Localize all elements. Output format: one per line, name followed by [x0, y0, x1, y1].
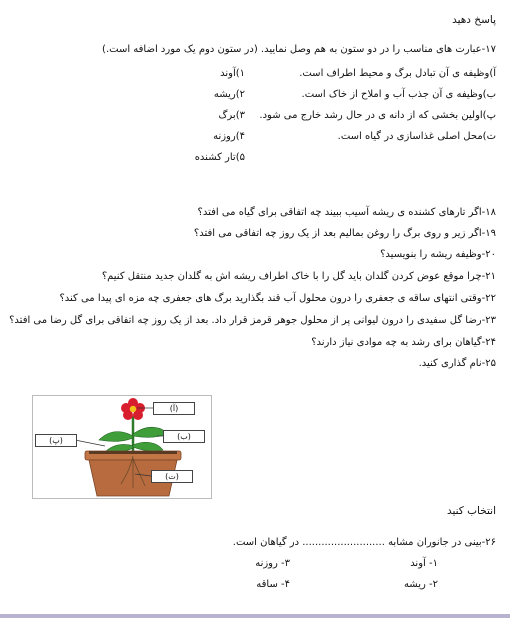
q17-option-2: ۲)ریشه: [213, 89, 245, 100]
q17-item-p: پ)اولین بخشی که از دانه ی در حال رشد خارج می شود.: [259, 110, 496, 121]
label-box-b: (ب): [163, 430, 205, 443]
q17-item-t: ت)محل اصلی غذاسازی در گیاه است.: [337, 131, 496, 142]
question-20: ۲۰-وظیفه ریشه را بنویسید؟: [380, 249, 496, 260]
page-bottom-divider: [0, 614, 510, 618]
question-24: ۲۴-گیاهان برای رشد به چه موادی نیاز دارند؟: [311, 337, 496, 348]
question-21: ۲۱-چرا موقع عوض کردن گلدان باید گل را با خاک اطراف ریشه اش به گلدان جدید منتقل کنیم؟: [101, 271, 496, 282]
q17-prompt: ۱۷-عبارت های مناسب را در دو ستون به هم وصل نمایید. (در ستون دوم یک مورد اضافه است.): [102, 44, 496, 55]
question-23: ۲۳-رضا گل سفیدی را درون لیوانی پر از محلول جوهر قرمز قرار داد. بعد از یک روز چه اتفاقی برای گل رضا می افتد؟: [9, 315, 496, 326]
q17-item-b: ب)وظیفه ی آن جذب آب و املاح از خاک است.: [301, 89, 496, 100]
q26-option-4: ۴- ساقه: [256, 579, 290, 590]
q17-option-1: ۱)آوند: [220, 68, 245, 79]
question-19: ۱۹-اگر زیر و روی برگ را روغن بمالیم بعد از یک روز چه اتفاقی می افتد؟: [193, 228, 496, 239]
q17-option-5: ۵)تار کشنده: [194, 152, 245, 163]
label-box-t: (ت): [151, 470, 193, 483]
question-18: ۱۸-اگر تارهای کشنده ی ریشه آسیب ببیند چه اتفاقی برای گیاه می افتد؟: [197, 207, 496, 218]
q17-item-a: آ)وظیفه ی آن تبادل برگ و محیط اطراف است.: [299, 68, 496, 79]
question-25: ۲۵-نام گذاری کنید.: [418, 358, 496, 369]
q26-option-2: ۲- ریشه: [403, 579, 438, 590]
label-box-a: (آ): [153, 402, 195, 415]
q26-prompt: ۲۶-بینی در جانوران مشابه .......................... در گیاهان است.: [232, 537, 496, 548]
q17-option-3: ۳)برگ: [218, 110, 245, 121]
q26-option-3: ۳- روزنه: [255, 558, 290, 569]
q17-option-4: ۴)روزنه: [213, 131, 245, 142]
section1-title: پاسخ دهید: [452, 14, 496, 26]
plant-figure: [32, 395, 212, 499]
section2-title: انتخاب کنید: [446, 505, 496, 517]
label-box-p: (پ): [35, 434, 77, 447]
q26-option-1: ۱- آوند: [410, 558, 438, 569]
question-22: ۲۲-وقتی انتهای ساقه ی جعفری را درون محلول آب قند بگذارید برگ های جعفری چه مزه ای پیدا می کند؟: [59, 293, 496, 304]
